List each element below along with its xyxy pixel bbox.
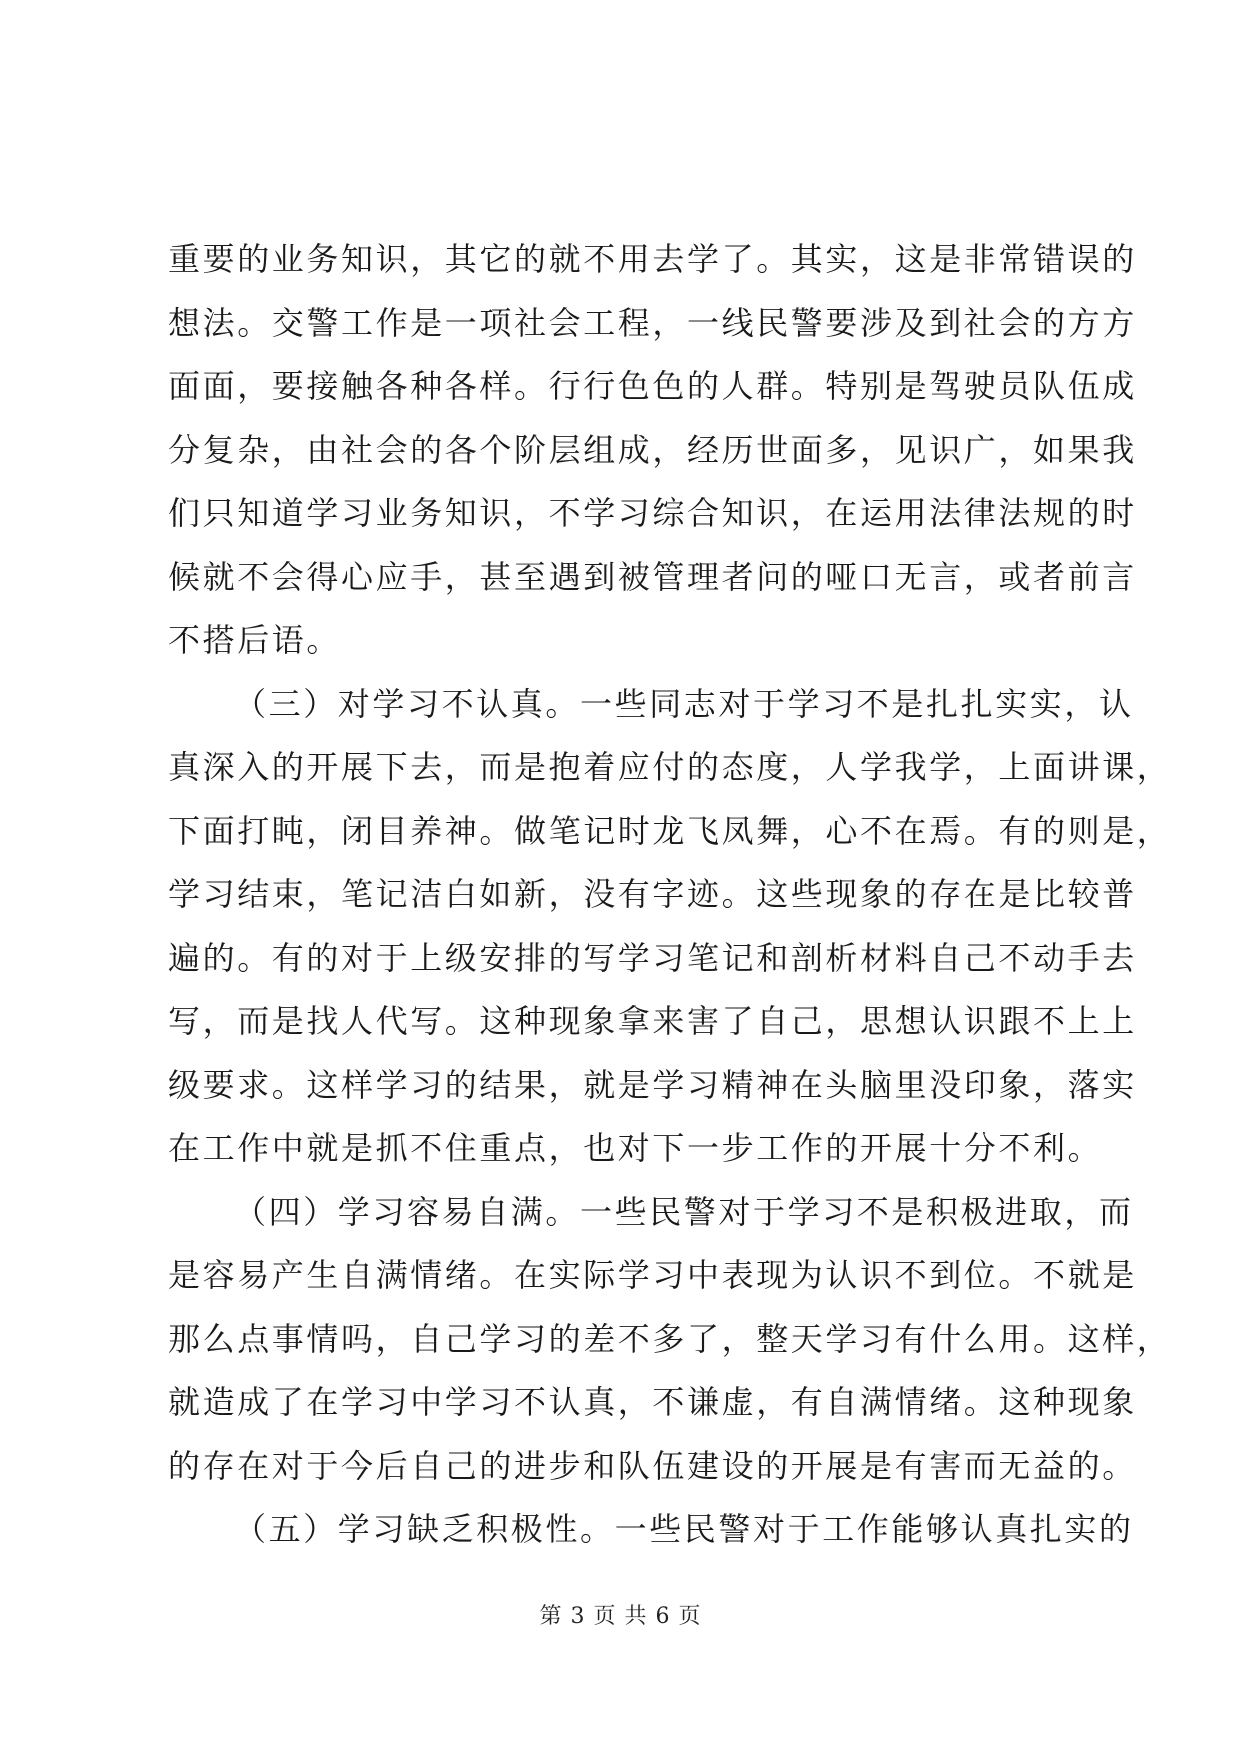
text-line: 在工作中就是抓不住重点，也对下一步工作的开展十分不利。: [168, 1129, 1103, 1167]
text-line: 们只知道学习业务知识，不学习综合知识，在运用法律法规的时: [168, 494, 1137, 532]
text-line: 真深入的开展下去，而是抱着应付的态度，人学我学，上面讲课，: [168, 748, 1172, 786]
text-line: 级要求。这样学习的结果，就是学习精神在头脑里没印象，落实: [168, 1065, 1137, 1104]
text-line: 候就不会得心应手，甚至遇到被管理者问的哑口无言，或者前言: [168, 557, 1137, 596]
text-line: 不搭后语。: [168, 621, 342, 659]
text-line: 分复杂，由社会的各个阶层组成，经历世面多，见识广，如果我: [168, 430, 1137, 469]
text-line: （四）学习容易自满。一些民警对于学习不是积极进取，而: [234, 1192, 1134, 1231]
text-line: 遍的。有的对于上级安排的写学习笔记和剖析材料自己不动手去: [168, 938, 1137, 977]
text-line: 是容易产生自满情绪。在实际学习中表现为认识不到位。不就是: [168, 1256, 1137, 1294]
paragraph: [168, 1181, 1172, 1499]
text-line: 重要的业务知识，其它的就不用去学了。其实，这是非常错误的: [168, 240, 1137, 278]
page-number-footer: 第 3 页 共 6 页: [539, 1604, 702, 1629]
document-body: [168, 228, 1172, 1562]
text-line: 下面打盹，闭目养神。做笔记时龙飞凤舞，心不在焉。有的则是，: [168, 811, 1172, 850]
text-line: 学习结束，笔记洁白如新，没有字迹。这些现象的存在是比较普: [168, 875, 1137, 913]
text-line: 想法。交警工作是一项社会工程，一线民警要涉及到社会的方方: [168, 303, 1137, 342]
text-line: 就造成了在学习中学习不认真，不谦虚，有自满情绪。这种现象: [168, 1383, 1137, 1421]
paragraph: [168, 228, 1137, 673]
paragraph: [168, 1498, 1134, 1562]
text-line: （五）学习缺乏积极性。一些民警对于工作能够认真扎实的: [234, 1510, 1134, 1548]
paragraph: [168, 673, 1172, 1181]
text-line: 面面，要接触各种各样。行行色色的人群。特别是驾驶员队伍成: [168, 367, 1137, 405]
text-line: 那么点事情吗，自己学习的差不多了，整天学习有什么用。这样，: [168, 1319, 1172, 1358]
text-line: 写，而是找人代写。这种现象拿来害了自己，思想认识跟不上上: [168, 1002, 1137, 1040]
text-line: 的存在对于今后自己的进步和队伍建设的开展是有害而无益的。: [168, 1446, 1137, 1485]
text-line: （三）对学习不认真。一些同志对于学习不是扎扎实实，认: [234, 684, 1134, 723]
